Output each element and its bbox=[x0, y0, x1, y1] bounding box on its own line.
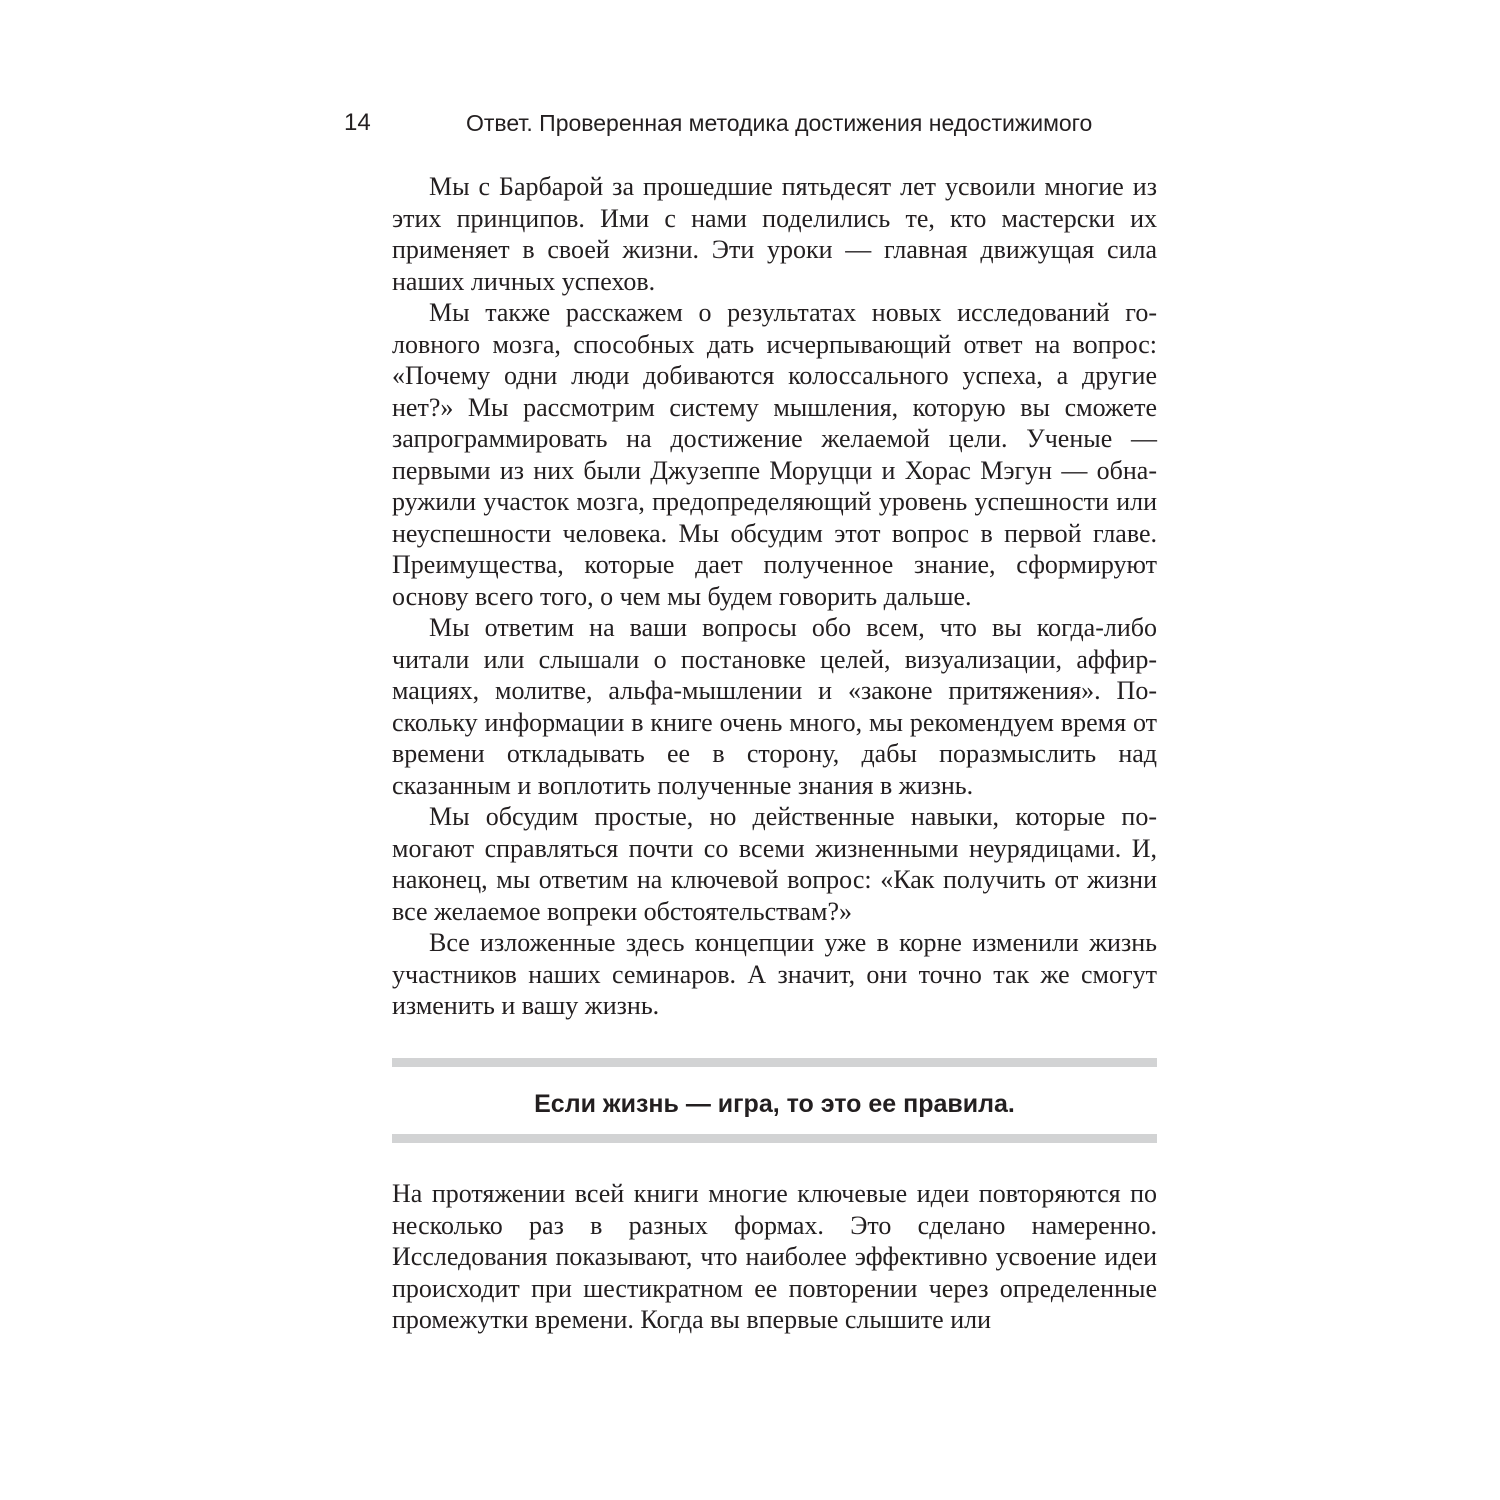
body-text bbox=[392, 171, 1157, 1022]
paragraph: Мы также расскажем о результатах новых исследований головного мозга, способных дать исчерпывающий ответ на вопрос: «Почему одни люди добиваются колоссального успеха, а другие нет?» Мы рассмотрим систему мышления, которую вы сможете запрограммировать на достижение желаемой цели. Ученые — первыми из них были Джузеппе Моруцци и Хорас Мэгун — обнаружили участок мозга, предопределяющий уровень успешности или неуспешности человека. Мы обсудим этот вопрос в первой главе. Преимущества, которые дает полученное знание, сформируют основу всего того, о чем мы будем говорить дальше. bbox=[392, 298, 1157, 611]
paragraph: Все изложенные здесь концепции уже в корне изменили жизнь участников наших семинаров. А значит, они точно так же смогут изменить и вашу жизнь. bbox=[392, 928, 1157, 1020]
paragraph: Мы ответим на ваши вопросы обо всем, что вы когда-либо читали или слышали о постановке целей, визуализации, аффирмациях, молитве, альфа-мышлении и «законе притяжения». Поскольку информации в книге очень много, мы рекомендуем время от времени откладывать ее в сторону, дабы поразмыслить над сказанным и воплотить полученные знания в жизнь. bbox=[392, 613, 1157, 800]
page-number: 14 bbox=[344, 109, 371, 136]
callout-text: Если жизнь — игра, то это ее правила. bbox=[534, 1090, 1015, 1118]
paragraph: Мы с Барбарой за прошедшие пятьдесят лет усвоили многие из этих принципов. Ими с нами поделились те, кто мастерски их применяет в своей жизни. Эти уроки — главная движущая сила наших личных успехов. bbox=[392, 172, 1157, 296]
callout-top-rule bbox=[392, 1058, 1157, 1067]
running-title: Ответ. Проверенная методика достижения недостижимого bbox=[466, 110, 1093, 136]
continuation-text bbox=[392, 1178, 1157, 1336]
paragraph: Мы обсудим простые, но действенные навыки, которые помогают справляться почти со всеми жизненными неурядицами. И, наконец, мы ответим на ключевой вопрос: «Как получить от жизни все желаемое вопреки обстоятельствам?» bbox=[392, 802, 1157, 926]
callout-bottom-rule bbox=[392, 1134, 1157, 1143]
paragraph: На протяжении всей книги многие ключевые идеи повторяются по несколько раз в разных формах. Это сделано намеренно. Исследования показывают, что наиболее эффективно усвоение идеи происходит при шестикратном ее повторении через определенные промежутки времени. Когда вы впервые слышите или bbox=[392, 1179, 1157, 1334]
